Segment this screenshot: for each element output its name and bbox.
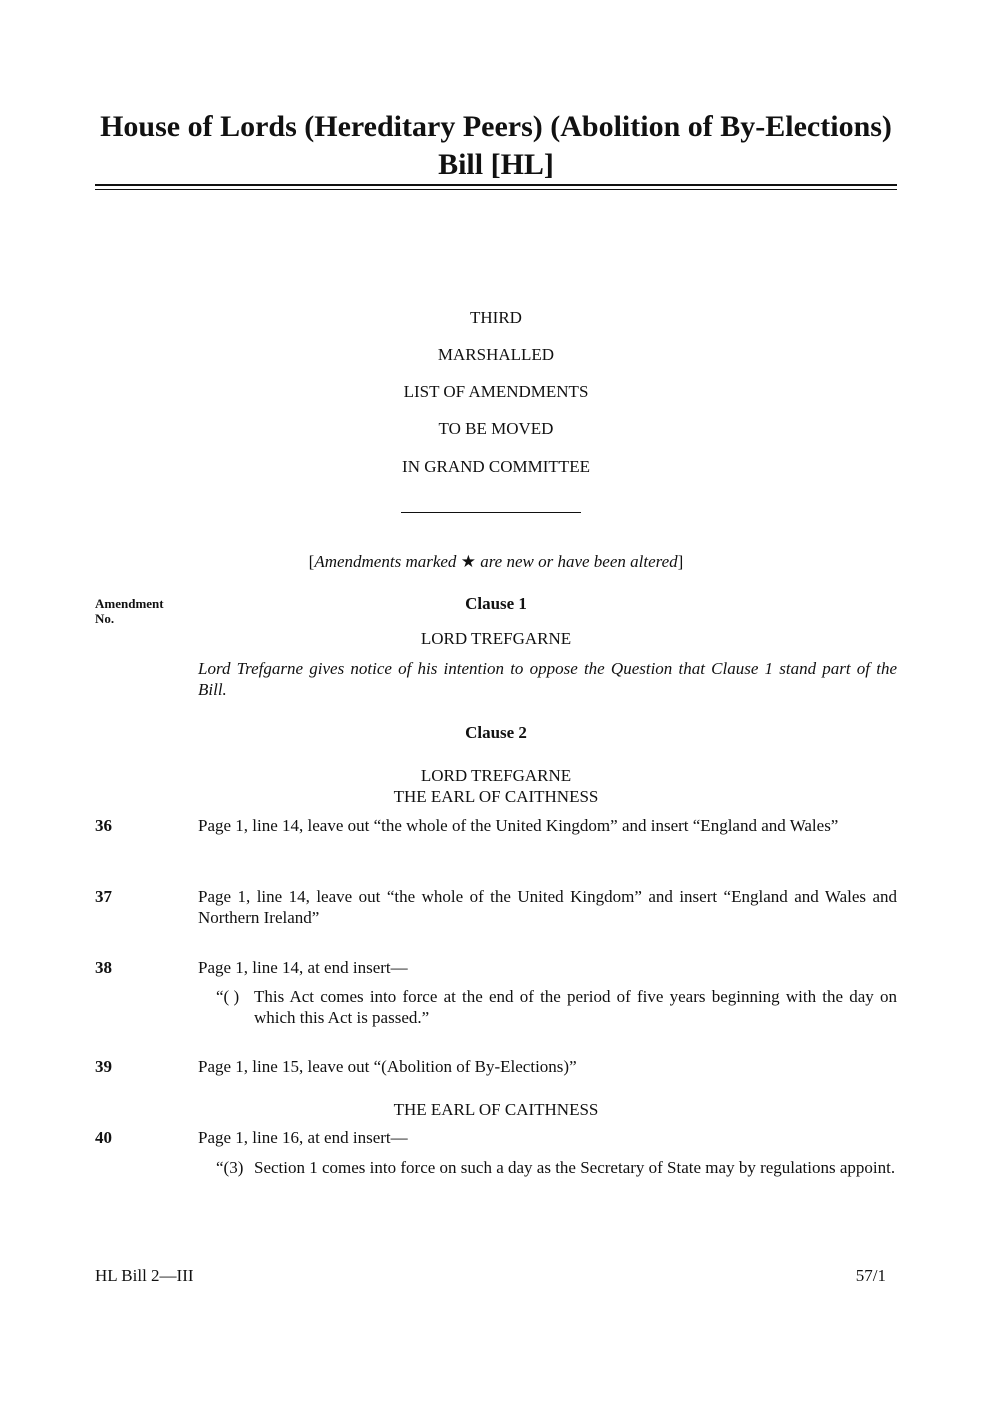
note-text: Amendments marked [314,552,461,571]
member-name: LORD TREFGARNE [420,629,572,648]
amendment-number: 37 [95,887,112,906]
member-name: THE EARL OF CAITHNESS [393,787,599,806]
section-divider [401,512,581,513]
amendment-number: 40 [95,1128,112,1147]
amendment-text: Page 1, line 14, leave out “the whole of the United Kingdom” and insert “England and Wales” [198,816,839,835]
member-name: THE EARL OF CAITHNESS [393,1100,599,1119]
heading-line: MARSHALLED [437,345,555,364]
member-name: LORD TREFGARNE [420,766,572,785]
clause-notice: Lord Trefgarne gives notice of his intention to oppose the Question that Clause 1 stand part of the Bill. [198,659,897,699]
amendment-number: 36 [95,816,112,835]
amendment-number: 39 [95,1057,112,1076]
inserted-text [216,986,897,1028]
heading-line: THIRD [470,308,522,327]
bracket: [ [308,552,315,571]
inserted-text [216,1157,897,1178]
amendment-text: Page 1, line 14, leave out “the whole of the United Kingdom” and insert “England and Wales and Northern Ireland” [198,887,897,927]
footer-bill-ref: HL Bill 2—III [95,1266,194,1285]
clause-heading: Clause 2 [465,723,527,742]
footer-page-ref: 57/1 [855,1266,886,1285]
amendment-text: Page 1, line 14, at end insert— [198,958,408,977]
subsection-mark: “( ) [216,987,240,1006]
amendment-number-header: Amendment No. [95,596,164,626]
bracket: ] [677,552,684,571]
amendment-text: Page 1, line 15, leave out “(Abolition of By-Elections)” [198,1057,577,1076]
quote-text: Section 1 comes into force on such a day as the Secretary of State may by regulations appoint. [254,1158,896,1177]
heading-line: TO BE MOVED [438,419,554,438]
star-icon: ★ [460,552,476,571]
title-double-rule [95,184,897,190]
note-text: are new or have been altered [475,552,678,571]
amendment-text: Page 1, line 16, at end insert— [198,1128,408,1147]
quote-text: This Act comes into force at the end of the period of five years beginning with the day on which this Act is passed.” [254,987,897,1027]
amendment-number: 38 [95,958,112,977]
clause-heading: Clause 1 [465,594,527,613]
bill-title: House of Lords (Hereditary Peers) (Abolition of By-Elections) Bill [HL] [100,110,892,181]
subsection-mark: “(3) [216,1158,244,1177]
amendments-note [95,551,897,572]
heading-line: IN GRAND COMMITTEE [402,457,590,476]
heading-line: LIST OF AMENDMENTS [403,382,589,401]
